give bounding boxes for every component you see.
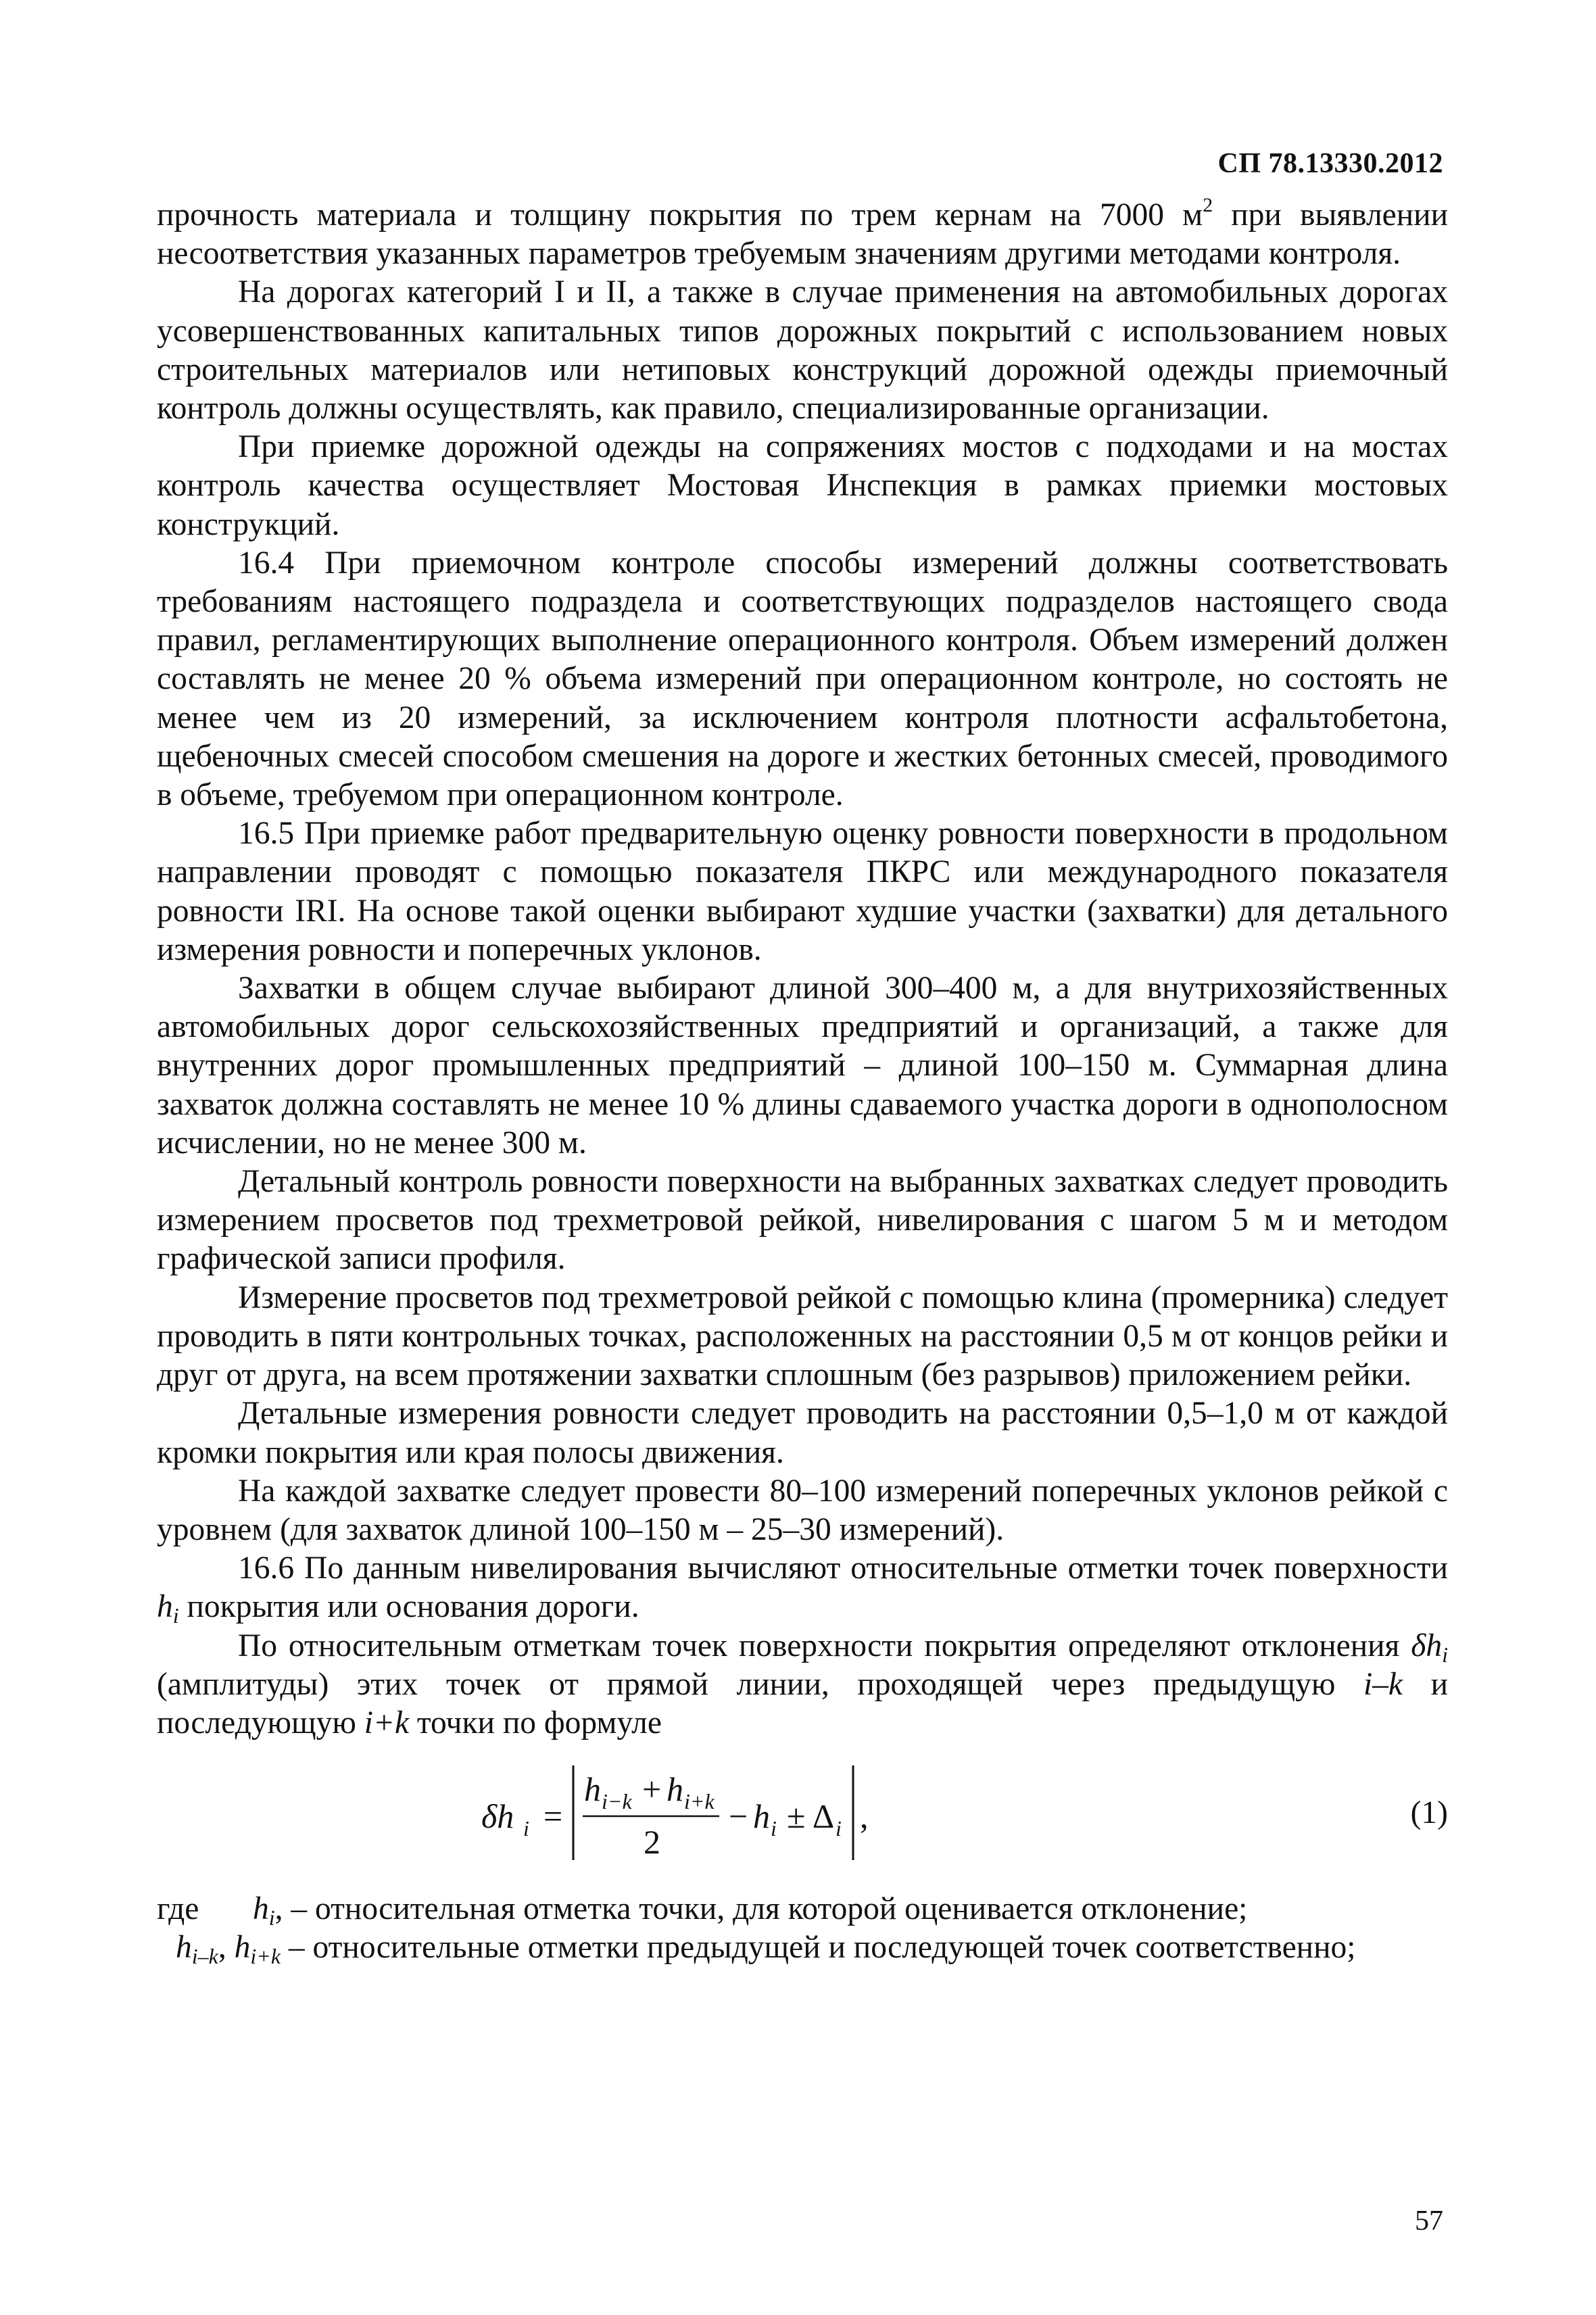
formula-lhs: δh [481,1797,514,1836]
formula-pm: ± [787,1797,806,1836]
definition-hik-text: – относительные отметки предыдущей и последующей точек соответственно; [281,1930,1356,1966]
subscript-i: i [1442,1642,1448,1667]
formula-delta: Δ [813,1797,835,1836]
equation-number: (1) [1410,1795,1448,1831]
paragraph-8: Измерение просветов под трехметровой рейкой с помощью клина (промерника) следует проводить в пяти контрольных точках, расположенных на расстоянии 0,5 м от концов рейки и друг от друга, на всем протяжении захватки сплошным (без разрывов) приложением рейки. [157,1280,1448,1393]
paragraph-16-6-text-end: покрытия или основания дороги. [178,1589,639,1625]
document-code: СП 78.13330.2012 [1217,148,1443,179]
paragraph-3: При приемке дорожной одежды на сопряжениях мостов с подходами и на мостах контроль качества осуществляет Мостовая Инспекция в рамках приемки мостовых конструкций. [157,429,1448,542]
document-body [157,196,1448,1968]
definition-hi [157,1890,1448,1928]
separator-comma: , [218,1930,235,1966]
paragraph-7: Детальный контроль ровности поверхности на выбранных захватках следует проводить измерением просветов под трехметровой рейкой, нивелирования с шагом 5 м и методом графической записи профиля. [157,1164,1448,1277]
formula-s4: i [836,1816,842,1841]
subscript-i-minus-k: i–k [191,1944,218,1969]
var-delta-h: δh [1411,1628,1443,1663]
subscript-i: i [268,1905,275,1930]
paragraph-1-text-end: при выявлении несоответствия указанных параметров требуемым значениям другими методами контроля. [157,197,1448,272]
subscript-i: i [172,1603,179,1628]
formula-num-h1: h [584,1770,601,1809]
paragraph-1 [157,196,1448,273]
paragraph-2: На дорогах категорий I и II, а также в случае применения на автомобильных дорогах усовершенствованных капитальных типов дорожных покрытий с использованием новых строительных материалов или нетиповых конструкций дорожной одежды приемочный контроль должны осуществлять, как правило, специализированные организации. [157,274,1448,427]
paragraph-10: На каждой захватке следует провести 80–100 измерений поперечных уклонов рейкой с уровнем (для захваток длиной 100–150 м – 25–30 измерений). [157,1473,1448,1547]
paragraph-12 [157,1627,1448,1743]
var-i-minus-k: i–k [1363,1666,1403,1702]
subscript-i-plus-k: i+k [250,1944,281,1969]
var-h: h [176,1930,192,1966]
var-h: h [253,1891,269,1927]
paragraph-6: Захватки в общем случае выбирают длиной 300–400 м, а для внутрихозяйственных автомобильных дорог сельскохозяйственных предприятий и организаций, а также для внутренних дорог промышленных предприятий – длиной 100–150 м. Суммарная длина захваток должна составлять не менее 10 % длины сдаваемого участка дороги в однополосном исчислении, но не менее 300 м. [157,971,1448,1161]
formula-comma: , [860,1797,869,1836]
var-h: h [234,1930,251,1966]
definition-hik [157,1928,1448,1967]
paragraph-1-text: прочность материала и толщину покрытия по трем кернам на 7000 м [157,197,1203,233]
paragraph-9: Детальные измерения ровности следует проводить на расстоянии 0,5–1,0 м от каждой кромки покрытия или края полосы движения. [157,1396,1448,1470]
paragraph-12-text-b: (амплитуды) этих точек от прямой линии, проходящей через предыдущую [157,1666,1363,1702]
formula-minus: − [729,1797,748,1836]
formula-s3: i [771,1816,777,1841]
definition-hi-text: , – относительная отметка точки, для которой оценивается отклонение; [274,1891,1248,1927]
paragraph-16-6 [157,1549,1448,1626]
formula-graphic [481,1752,1063,1880]
formula-num-s1: i−k [602,1789,632,1814]
var-h: h [157,1589,173,1625]
paragraph-16-4: 16.4 При приемочном контроле способы измерений должны соответствовать требованиям настоящего подраздела и соответствующих подразделов настоящего свода правил, регламентирующих выполнение операционного контроля. Объем измерений должен составлять не менее 20 % объема измерений при операционном контроле, но состоять не менее чем из 20 измерений, за исключением контроля плотности асфальтобетона, щебеночных смесей способом смешения на дороге и жестких бетонных смесей, проводимого в объеме, требуемом при операционном контроле. [157,545,1448,813]
formula-den: 2 [644,1823,660,1861]
formula-eq: = [543,1797,563,1836]
formula-1 [157,1752,1448,1880]
superscript-2: 2 [1203,194,1213,216]
formula-plus: + [642,1770,662,1809]
page-number: 57 [1415,2206,1443,2237]
formula-h3: h [753,1797,770,1836]
paragraph-12-text-c: и последующую [157,1666,1448,1740]
paragraph-16-6-text: 16.6 По данным нивелирования вычисляют относительные отметки точек поверхности [238,1551,1448,1586]
formula-num-s2: i+k [684,1789,715,1814]
formula-lhs-sub: i [523,1816,529,1841]
paragraph-12-text-d: точки по формуле [409,1705,662,1740]
var-i-plus-k: i+k [364,1705,410,1740]
paragraph-16-5: 16.5 При приемке работ предварительную оценку ровности поверхности в продольном направлении проводят с помощью показателя ПКРС или международного показателя ровности IRI. На основе такой оценки выбирают худшие участки (захватки) для детального измерения ровности и поперечных уклонов. [157,816,1448,967]
paragraph-12-text-a: По относительным отметкам точек поверхности покрытия определяют отклонения [238,1628,1411,1663]
formula-num-h2: h [667,1770,683,1809]
where-label: где [157,1891,199,1927]
